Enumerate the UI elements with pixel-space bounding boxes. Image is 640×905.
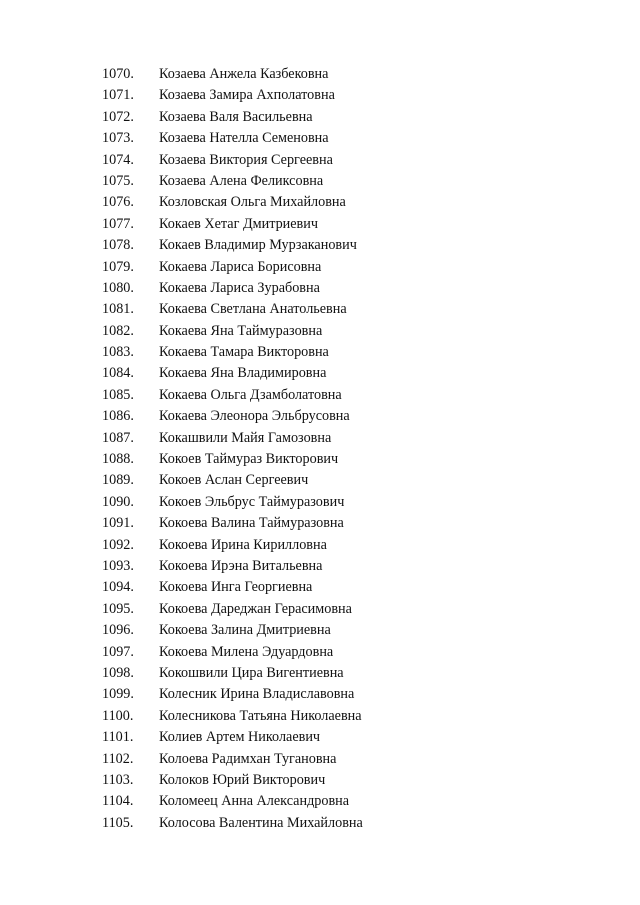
entry-number: 1104. <box>102 793 134 810</box>
entry-number: 1080. <box>102 279 134 296</box>
entry-name: Кокоева Инга Георгиевна <box>159 579 313 596</box>
entry-name: Кокаева Яна Владимировна <box>159 365 327 382</box>
entry-number: 1081. <box>102 301 134 318</box>
entry-name: Кокоева Милена Эдуардовна <box>159 643 334 660</box>
entry-number: 1074. <box>102 151 134 168</box>
list-item <box>102 599 602 620</box>
name-list <box>102 64 602 834</box>
entry-name: Кокоева Залина Дмитриевна <box>159 622 331 639</box>
entry-number: 1095. <box>102 600 134 617</box>
entry-name: Кокошвили Цира Вигентиевна <box>159 664 344 681</box>
entry-name: Колиев Артем Николаевич <box>159 729 321 746</box>
entry-name: Кокаев Хетаг Дмитриевич <box>159 215 318 232</box>
entry-name: Колоева Радимхан Тугановна <box>159 750 337 767</box>
list-item <box>102 684 602 705</box>
entry-number: 1102. <box>102 750 134 767</box>
entry-number: 1089. <box>102 472 134 489</box>
list-item <box>102 513 602 534</box>
entry-name: Кокашвили Майя Гамозовна <box>159 429 332 446</box>
entry-number: 1084. <box>102 365 134 382</box>
list-item <box>102 214 602 235</box>
entry-number: 1099. <box>102 686 134 703</box>
entry-name: Кокаев Владимир Мурзаканович <box>159 237 357 254</box>
list-item <box>102 235 602 256</box>
entry-number: 1092. <box>102 536 134 553</box>
entry-name: Кокаева Лариса Борисовна <box>159 258 322 275</box>
entry-name: Кокаева Ольга Дзамболатовна <box>159 386 342 403</box>
list-item <box>102 813 602 834</box>
entry-number: 1105. <box>102 814 134 831</box>
list-item <box>102 492 602 513</box>
list-item <box>102 385 602 406</box>
list-item <box>102 663 602 684</box>
list-item <box>102 449 602 470</box>
list-item <box>102 620 602 641</box>
entry-name: Козаева Замира Ахполатовна <box>159 87 335 104</box>
list-item <box>102 470 602 491</box>
entry-number: 1078. <box>102 237 134 254</box>
list-item <box>102 406 602 427</box>
list-item <box>102 577 602 598</box>
entry-name: Кокоева Валина Таймуразовна <box>159 515 344 532</box>
entry-number: 1091. <box>102 515 134 532</box>
entry-number: 1086. <box>102 408 134 425</box>
entry-number: 1088. <box>102 451 134 468</box>
entry-number: 1090. <box>102 493 134 510</box>
list-item <box>102 278 602 299</box>
entry-name: Кокаева Лариса Зурабовна <box>159 279 320 296</box>
entry-name: Колосова Валентина Михайловна <box>159 814 363 831</box>
list-item <box>102 642 602 663</box>
entry-number: 1093. <box>102 557 134 574</box>
entry-name: Колесникова Татьяна Николаевна <box>159 707 362 724</box>
entry-name: Кокаева Светлана Анатольевна <box>159 301 347 318</box>
entry-number: 1083. <box>102 344 134 361</box>
entry-name: Козаева Виктория Сергеевна <box>159 151 333 168</box>
list-item <box>102 791 602 812</box>
list-item <box>102 363 602 384</box>
entry-name: Кокоева Ирэна Витальевна <box>159 557 323 574</box>
entry-name: Кокаева Элеонора Эльбрусовна <box>159 408 350 425</box>
list-item <box>102 321 602 342</box>
list-item <box>102 770 602 791</box>
entry-name: Колоков Юрий Викторович <box>159 771 326 788</box>
list-item <box>102 556 602 577</box>
entry-number: 1098. <box>102 664 134 681</box>
entry-number: 1087. <box>102 429 134 446</box>
entry-number: 1096. <box>102 622 134 639</box>
list-item <box>102 727 602 748</box>
entry-number: 1097. <box>102 643 134 660</box>
entry-name: Козаева Анжела Казбековна <box>159 66 329 82</box>
list-item <box>102 150 602 171</box>
entry-name: Кокоев Эльбрус Таймуразович <box>159 493 345 510</box>
entry-number: 1103. <box>102 771 134 788</box>
entry-number: 1077. <box>102 215 134 232</box>
entry-name: Козаева Валя Васильевна <box>159 108 313 125</box>
list-item <box>102 749 602 770</box>
list-item <box>102 128 602 149</box>
list-item <box>102 192 602 213</box>
entry-number: 1079. <box>102 258 134 275</box>
entry-name: Кокаева Яна Таймуразовна <box>159 322 323 339</box>
entry-name: Коломеец Анна Александровна <box>159 793 350 810</box>
entry-name: Козаева Нателла Семеновна <box>159 130 329 147</box>
entry-name: Кокоева Ирина Кирилловна <box>159 536 327 553</box>
list-item <box>102 107 602 128</box>
entry-number: 1075. <box>102 172 134 189</box>
entry-name: Кокоева Дареджан Герасимовна <box>159 600 352 617</box>
list-item <box>102 171 602 192</box>
list-item <box>102 535 602 556</box>
entry-name: Козловская Ольга Михайловна <box>159 194 346 211</box>
list-item <box>102 342 602 363</box>
entry-number: 1072. <box>102 108 134 125</box>
entry-number: 1085. <box>102 386 134 403</box>
list-item <box>102 299 602 320</box>
entry-number: 1073. <box>102 130 134 147</box>
entry-number: 1070. <box>102 66 134 82</box>
entry-name: Кокоев Таймураз Викторович <box>159 451 339 468</box>
list-item <box>102 64 602 85</box>
entry-number: 1101. <box>102 729 134 746</box>
entry-number: 1094. <box>102 579 134 596</box>
entry-number: 1100. <box>102 707 134 724</box>
entry-number: 1082. <box>102 322 134 339</box>
entry-number: 1071. <box>102 87 134 104</box>
list-item <box>102 706 602 727</box>
entry-name: Кокоев Аслан Сергеевич <box>159 472 309 489</box>
list-item <box>102 85 602 106</box>
entry-name: Кокаева Тамара Викторовна <box>159 344 329 361</box>
list-item <box>102 428 602 449</box>
entry-name: Козаева Алена Феликсовна <box>159 172 324 189</box>
list-item <box>102 257 602 278</box>
entry-number: 1076. <box>102 194 134 211</box>
entry-name: Колесник Ирина Владиславовна <box>159 686 355 703</box>
